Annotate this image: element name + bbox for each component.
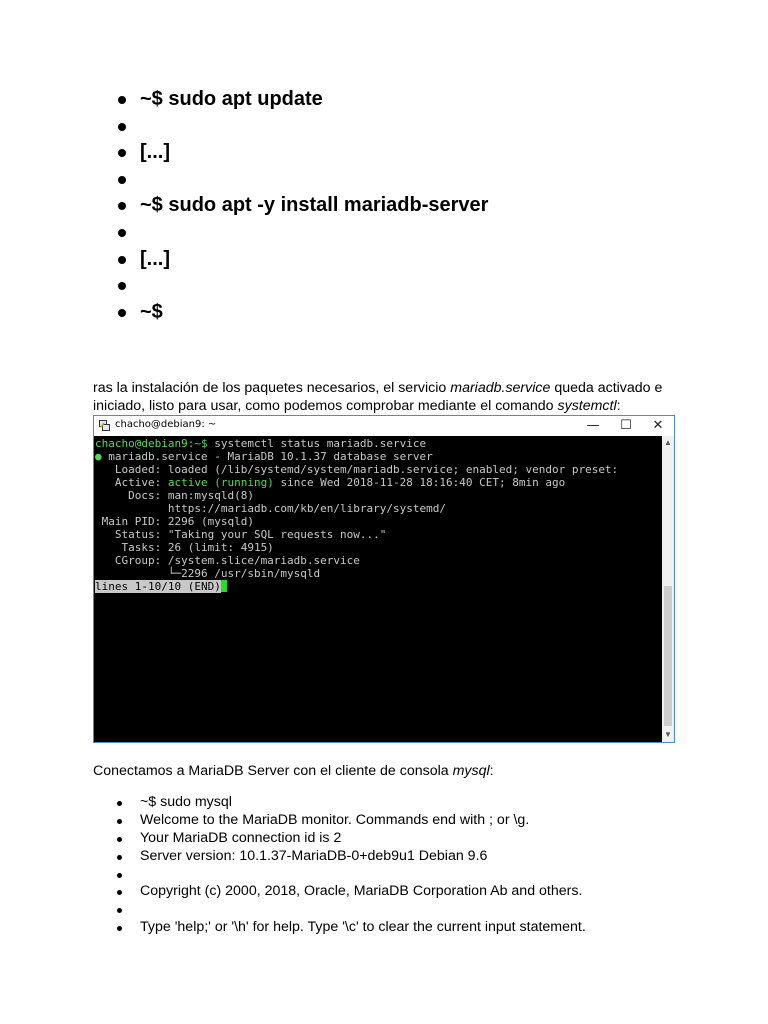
list-item: ~$ sudo mysql	[0, 794, 586, 812]
terminal-line: Active: active (running) since Wed 2018-11-28 18:16:40 CET; 8min ago	[95, 476, 566, 489]
bullet-icon	[118, 176, 126, 184]
bullet-icon	[118, 282, 126, 290]
mysql-output-list	[0, 794, 586, 937]
terminal-scrollbar[interactable]	[662, 436, 674, 742]
bullet-icon	[117, 837, 122, 842]
intro-paragraph	[93, 379, 693, 415]
terminal-line: https://mariadb.com/kb/en/library/systemd/	[95, 502, 446, 515]
status-dot-icon: ●	[95, 450, 102, 463]
terminal-line: chacho@debian9:~$ systemctl status mariadb.service	[95, 437, 427, 450]
paragraph-line: ras la instalación de los paquetes necesarios, el servicio mariadb.service queda activado e	[93, 380, 663, 396]
terminal-cursor	[221, 580, 227, 592]
bullet-icon	[117, 908, 122, 913]
list-item: Server version: 10.1.37-MariaDB-0+deb9u1 Debian 9.6	[0, 848, 586, 866]
bullet-icon	[118, 256, 126, 264]
scrollbar-thumb[interactable]	[664, 586, 672, 726]
bullet-icon	[117, 801, 122, 806]
list-item: Type 'help;' or '\h' for help. Type '\c' to clear the current input statement.	[0, 919, 586, 937]
bullet-icon	[117, 926, 122, 931]
list-item: Your MariaDB connection id is 2	[0, 830, 586, 848]
terminal-line: Status: "Taking your SQL requests now..."	[95, 528, 387, 541]
maximize-button[interactable]: ☐	[620, 418, 632, 433]
terminal-window	[93, 415, 675, 743]
command-list	[0, 86, 488, 325]
terminal-line: Tasks: 26 (limit: 4915)	[95, 541, 274, 554]
list-item: ~$ sudo apt update	[0, 86, 488, 113]
bullet-icon	[117, 819, 122, 824]
bullet-icon	[117, 855, 122, 860]
terminal-line: ● mariadb.service - MariaDB 10.1.37 database server	[95, 450, 433, 463]
bullet-icon	[117, 873, 122, 878]
list-item	[0, 866, 586, 884]
list-item	[0, 272, 488, 299]
list-item: [...]	[0, 246, 488, 273]
bullet-icon	[118, 149, 126, 157]
list-item: Copyright (c) 2000, 2018, Oracle, MariaDB Corporation Ab and others.	[0, 883, 586, 901]
list-item: Welcome to the MariaDB monitor. Commands end with ; or \g.	[0, 812, 586, 830]
list-item: ~$	[0, 299, 488, 326]
terminal-line	[95, 580, 227, 593]
list-item: [...]	[0, 139, 488, 166]
bullet-icon	[118, 96, 126, 104]
bullet-icon	[118, 123, 126, 131]
pager-status: lines 1-10/10 (END)	[95, 580, 221, 593]
list-item	[0, 901, 586, 919]
list-item	[0, 219, 488, 246]
connect-paragraph: Conectamos a MariaDB Server con el cliente de consola mysql:	[93, 763, 494, 779]
scroll-up-icon[interactable]: ▲	[664, 438, 672, 447]
bullet-icon	[118, 202, 126, 210]
bullet-icon	[117, 890, 122, 895]
terminal-titlebar[interactable]	[94, 416, 674, 436]
terminal-line: Loaded: loaded (/lib/systemd/system/mariadb.service; enabled; vendor preset:	[95, 463, 619, 476]
close-button[interactable]: ✕	[652, 418, 664, 433]
list-item	[0, 113, 488, 140]
terminal-line: └─2296 /usr/sbin/mysqld	[95, 567, 321, 580]
terminal-line: CGroup: /system.slice/mariadb.service	[95, 554, 360, 567]
bullet-icon	[118, 229, 126, 237]
minimize-button[interactable]: —	[586, 418, 600, 433]
window-title: chacho@debian9: ~	[115, 419, 217, 430]
list-item	[0, 166, 488, 193]
terminal-line: Main PID: 2296 (mysqld)	[95, 515, 254, 528]
paragraph-line: iniciado, listo para usar, como podemos comprobar mediante el comando systemctl:	[93, 398, 621, 414]
terminal-screen[interactable]	[94, 436, 662, 742]
bullet-icon	[118, 309, 126, 317]
putty-icon	[99, 420, 110, 431]
scroll-down-icon[interactable]: ▼	[664, 730, 672, 739]
terminal-line: Docs: man:mysqld(8)	[95, 489, 254, 502]
list-item: ~$ sudo apt -y install mariadb-server	[0, 192, 488, 219]
